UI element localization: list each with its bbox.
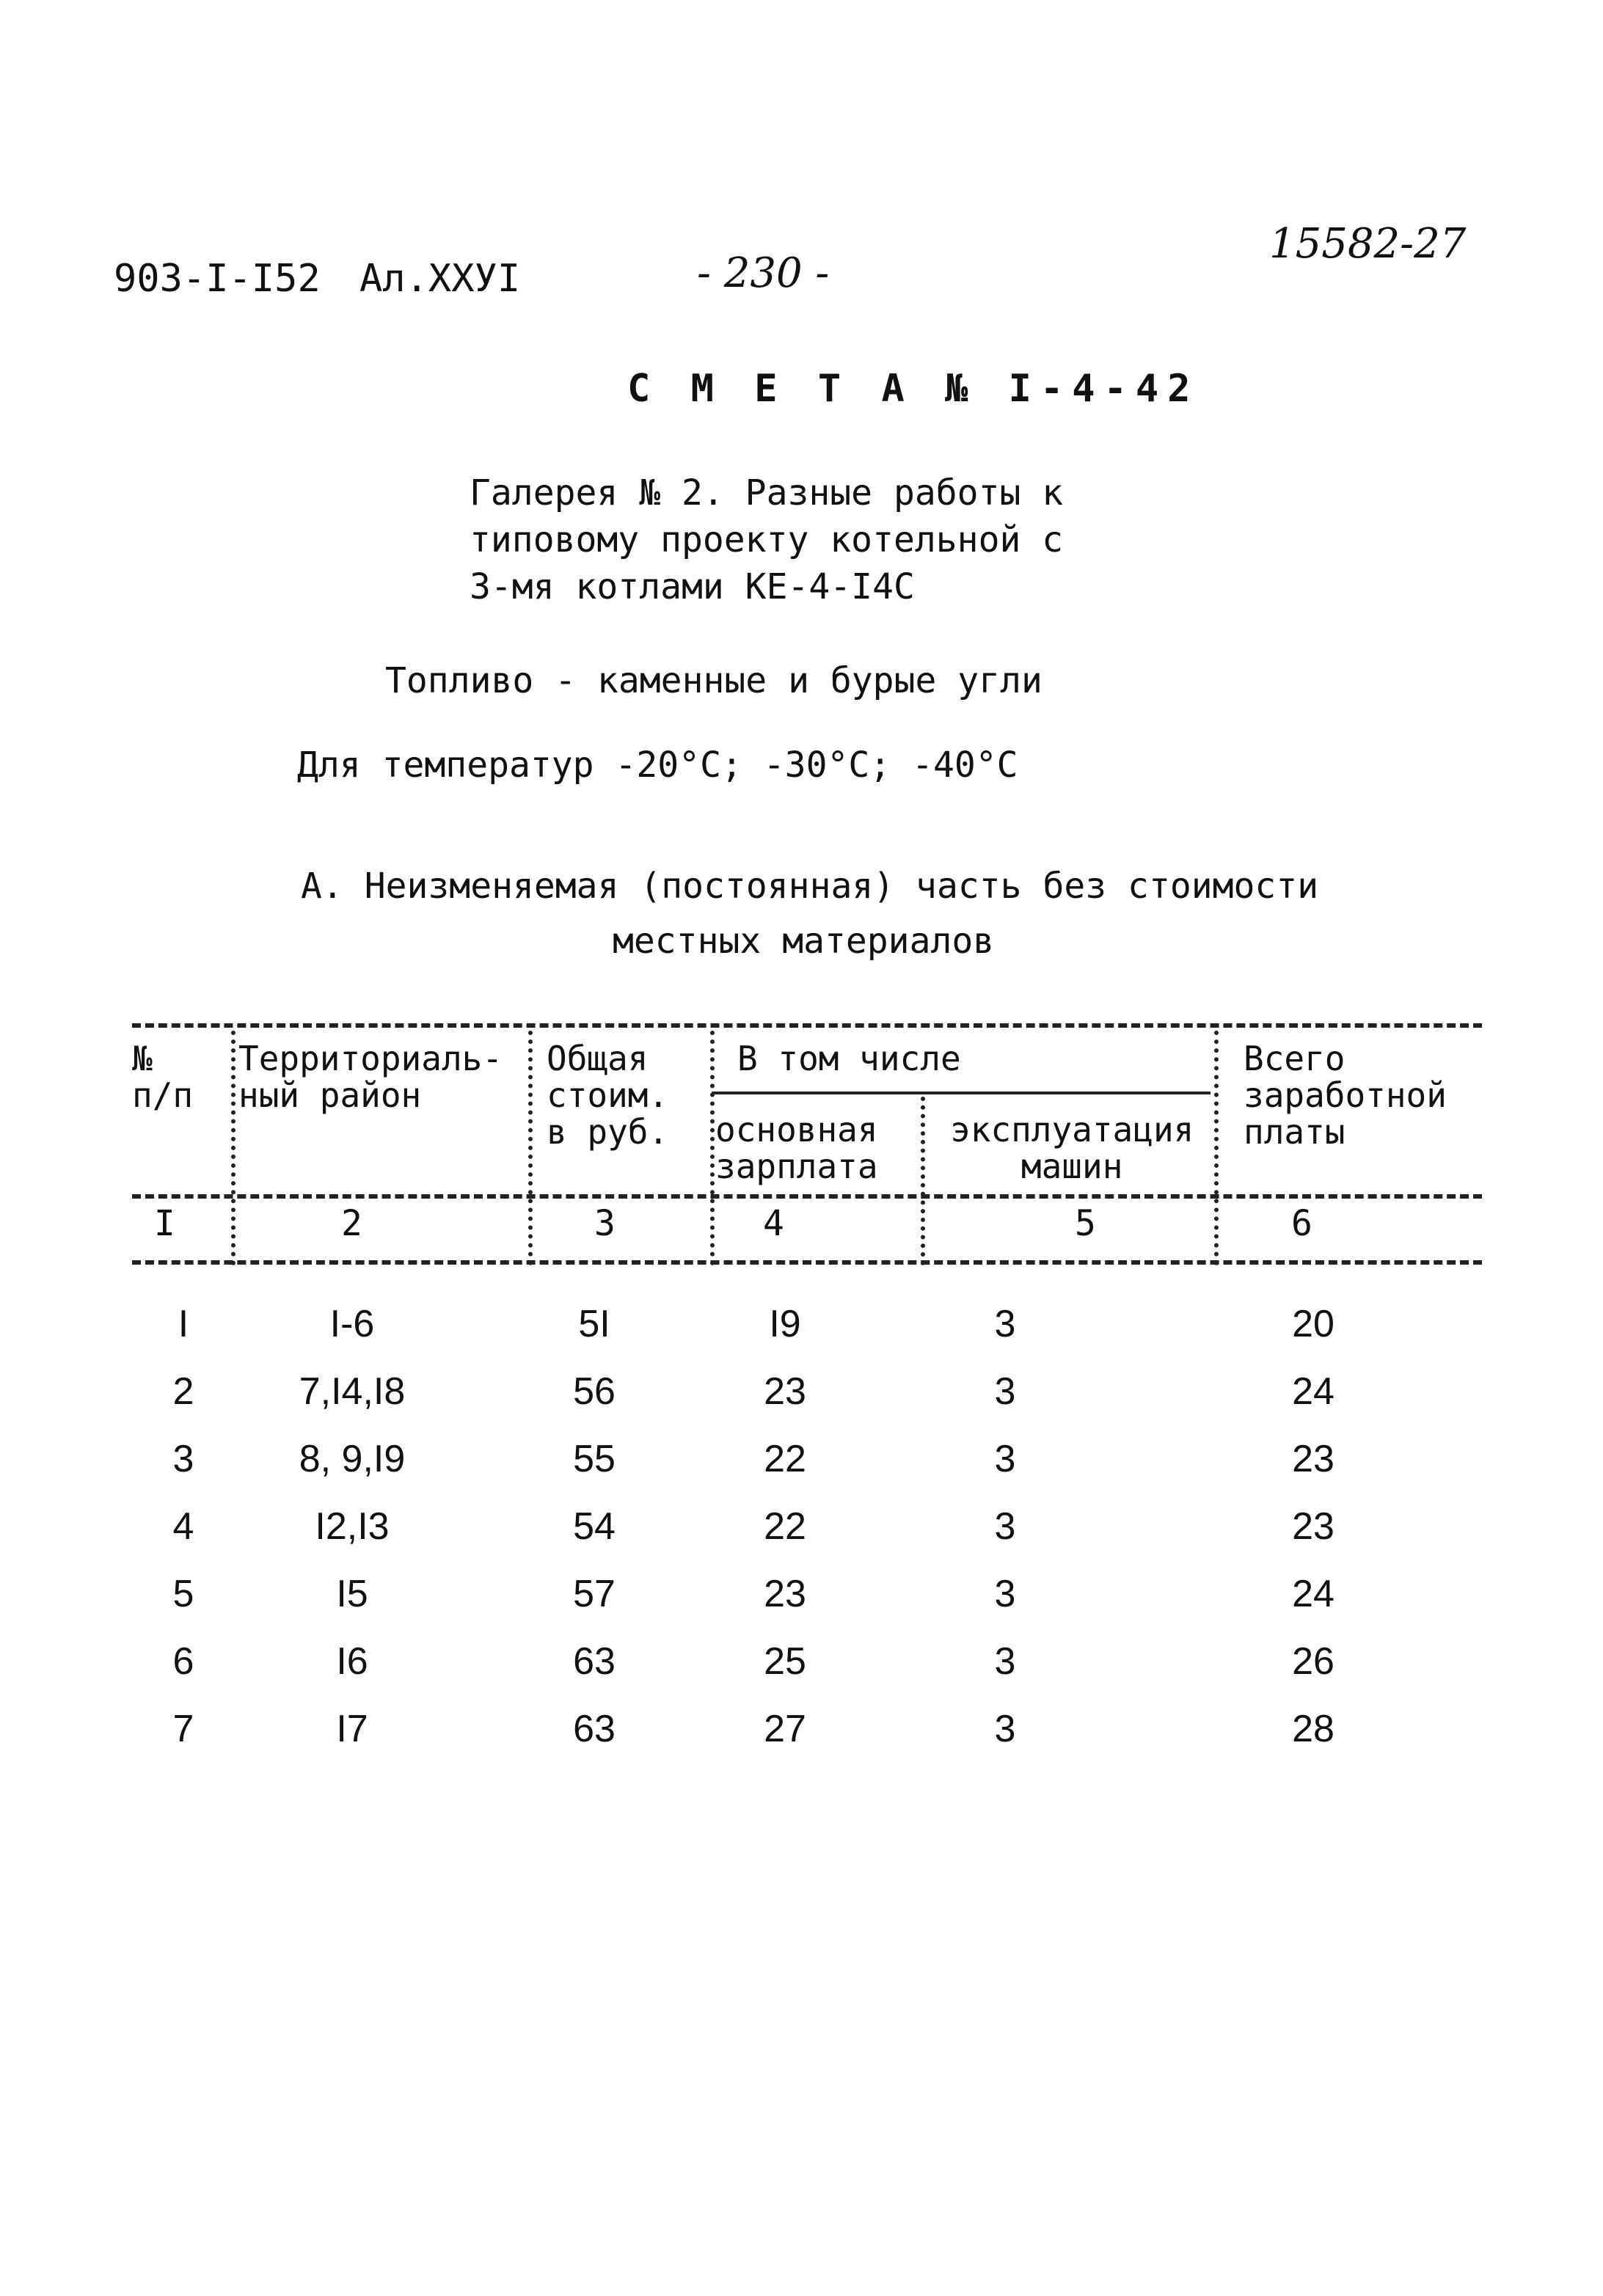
subtitle-line-3: 3-мя котлами КЕ-4-I4С [470,566,915,607]
group-underline [712,1092,1211,1094]
header-group-including: В том числе [737,1039,961,1078]
document-title: С М Е Т А № I-4-42 [627,367,1199,411]
table-cell: I2,I3 [315,1505,390,1548]
table-cell: 3 [994,1303,1016,1345]
table-cell: 4 [172,1505,194,1548]
table-cell: I-6 [329,1303,375,1345]
column-number-4: 4 [763,1203,784,1244]
table-cell: 3 [994,1573,1016,1615]
table-cell: 3 [172,1438,194,1480]
page-number: - 230 - [697,249,830,297]
table-cell: 3 [994,1438,1016,1480]
subtitle-block [470,469,1063,610]
table-cell: 8, 9,I9 [299,1438,406,1480]
table-cell: I5 [336,1573,368,1615]
table-cell: 63 [573,1708,616,1750]
table-cell: I9 [769,1303,801,1345]
temperatures-line: Для температур -20°С; -30°С; -40°С [297,745,1018,786]
table-cell: 24 [1292,1370,1334,1413]
subtitle-line-2: типовому проекту котельной с [470,519,1064,560]
column-numbers-bottom-rule [132,1260,1482,1265]
header-col-base-salary: основная зарплата [715,1110,878,1186]
table-cell: 6 [172,1640,194,1683]
table-cell: I [178,1303,189,1345]
table-cell: 3 [994,1708,1016,1750]
table-cell: 2 [172,1370,194,1413]
section-heading-line-1: А. Неизменяемая (постоянная) часть без стоимости [301,866,1319,907]
table-cell: 22 [764,1438,806,1480]
header-col-total-wages: Всего заработной платы [1244,1039,1447,1152]
table-cell: 20 [1292,1303,1334,1345]
table-cell: 55 [573,1438,616,1480]
table-cell: I6 [336,1640,368,1683]
header-col-total-cost: Общая стоим. в руб. [547,1039,669,1152]
table-cell: 3 [994,1505,1016,1548]
col-separator-3 [710,1031,715,1265]
subtitle-line-1: Галерея № 2. Разные работы к [470,472,1064,513]
table-cell: 23 [1292,1505,1334,1548]
table-cell: 5I [578,1303,610,1345]
table-cell: 3 [994,1370,1016,1413]
table-cell: 57 [573,1573,616,1615]
column-number-6: 6 [1291,1203,1312,1244]
document-code: 903-I-I52 [114,257,321,301]
table-cell: 26 [1292,1640,1334,1683]
fuel-line: Топливо - каменные и бурые угли [385,660,1043,701]
table-cell: 25 [764,1640,806,1683]
col-separator-4 [921,1097,925,1265]
col-separator-2 [528,1031,533,1265]
table-cell: 27 [764,1708,806,1750]
table-cell: 7 [172,1708,194,1750]
header-col-number: № п/п [132,1039,194,1115]
header-col-machine-operation: эксплуатация машин [950,1110,1194,1186]
column-number-3: 3 [594,1203,616,1244]
table-top-rule [132,1023,1482,1028]
col-separator-5 [1214,1031,1219,1265]
table-cell: 22 [764,1505,806,1548]
table-cell: 54 [573,1505,616,1548]
section-heading-line-2: местных материалов [613,921,995,962]
table-cell: 28 [1292,1708,1334,1750]
table-cell: 56 [573,1370,616,1413]
album-number: Ал.XXУI [359,257,521,301]
table-cell: 23 [764,1370,806,1413]
header-col-region: Территориаль- ный район [238,1039,503,1115]
col-separator-1 [231,1031,235,1265]
table-cell: 23 [764,1573,806,1615]
column-number-5: 5 [1075,1203,1096,1244]
table-cell: 7,I4,I8 [299,1370,406,1413]
table-cell: 23 [1292,1438,1334,1480]
table-cell: 24 [1292,1573,1334,1615]
table-cell: 5 [172,1573,194,1615]
table-cell: I7 [336,1708,368,1750]
archive-stamp-number: 15582-27 [1269,220,1467,268]
table-cell: 3 [994,1640,1016,1683]
column-number-1: I [154,1203,175,1244]
table-cell: 63 [573,1640,616,1683]
header-bottom-rule [132,1194,1482,1199]
column-number-2: 2 [341,1203,362,1244]
